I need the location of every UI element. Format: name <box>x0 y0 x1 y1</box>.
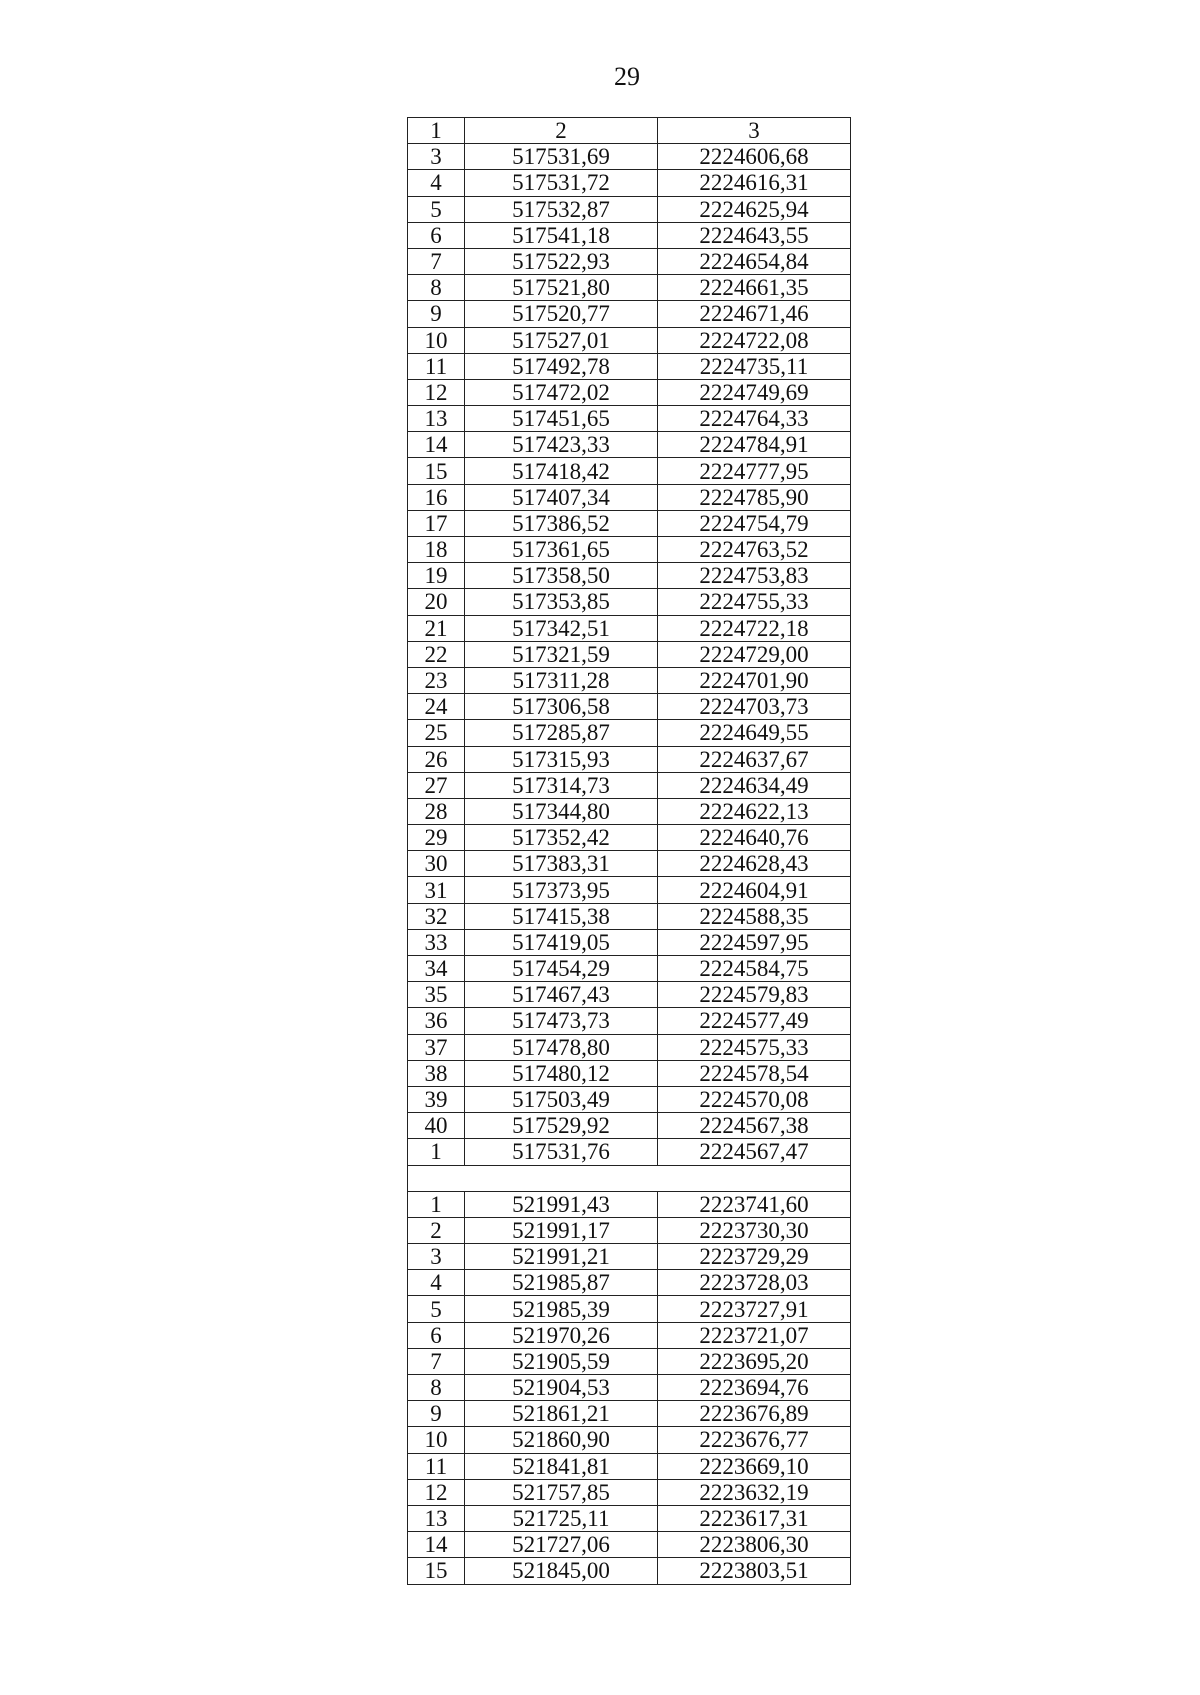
point-number-cell: 18 <box>408 537 465 563</box>
x-coordinate-cell: 517423,33 <box>465 432 658 458</box>
point-number-cell: 30 <box>408 851 465 877</box>
x-coordinate-cell: 517306,58 <box>465 694 658 720</box>
x-coordinate-cell: 521725,11 <box>465 1505 658 1531</box>
table-row <box>408 144 851 170</box>
coordinates-table-body <box>408 118 851 1585</box>
table-row <box>408 1479 851 1505</box>
x-coordinate-cell: 517451,65 <box>465 406 658 432</box>
table-row <box>408 327 851 353</box>
x-coordinate-cell: 521861,21 <box>465 1401 658 1427</box>
y-coordinate-cell: 2223729,29 <box>658 1244 851 1270</box>
header-cell-point-number: 1 <box>408 118 465 144</box>
y-coordinate-cell: 2224616,31 <box>658 170 851 196</box>
x-coordinate-cell: 517478,80 <box>465 1034 658 1060</box>
table-row <box>408 825 851 851</box>
x-coordinate-cell: 517531,72 <box>465 170 658 196</box>
y-coordinate-cell: 2223728,03 <box>658 1270 851 1296</box>
y-coordinate-cell: 2224622,13 <box>658 798 851 824</box>
x-coordinate-cell: 517358,50 <box>465 563 658 589</box>
table-row <box>408 1191 851 1217</box>
page-number: 29 <box>614 62 640 91</box>
y-coordinate-cell: 2224729,00 <box>658 641 851 667</box>
y-coordinate-cell: 2223632,19 <box>658 1479 851 1505</box>
point-number-cell: 27 <box>408 772 465 798</box>
x-coordinate-cell: 517383,31 <box>465 851 658 877</box>
y-coordinate-cell: 2224701,90 <box>658 667 851 693</box>
table-row <box>408 1296 851 1322</box>
x-coordinate-cell: 517529,92 <box>465 1113 658 1139</box>
point-number-cell: 15 <box>408 1558 465 1584</box>
y-coordinate-cell: 2224567,47 <box>658 1139 851 1165</box>
x-coordinate-cell: 521841,81 <box>465 1453 658 1479</box>
y-coordinate-cell: 2224671,46 <box>658 301 851 327</box>
x-coordinate-cell: 517473,73 <box>465 1008 658 1034</box>
table-row <box>408 1427 851 1453</box>
y-coordinate-cell: 2224661,35 <box>658 275 851 301</box>
y-coordinate-cell: 2224570,08 <box>658 1086 851 1112</box>
point-number-cell: 34 <box>408 956 465 982</box>
y-coordinate-cell: 2224625,94 <box>658 196 851 222</box>
y-coordinate-cell: 2224588,35 <box>658 903 851 929</box>
table-row <box>408 798 851 824</box>
y-coordinate-cell: 2223730,30 <box>658 1217 851 1243</box>
point-number-cell: 16 <box>408 484 465 510</box>
section-separator-cell <box>408 1165 851 1191</box>
y-coordinate-cell: 2224753,83 <box>658 563 851 589</box>
table-row <box>408 1008 851 1034</box>
x-coordinate-cell: 521985,39 <box>465 1296 658 1322</box>
y-coordinate-cell: 2224722,08 <box>658 327 851 353</box>
point-number-cell: 39 <box>408 1086 465 1112</box>
table-row <box>408 432 851 458</box>
y-coordinate-cell: 2224575,33 <box>658 1034 851 1060</box>
point-number-cell: 15 <box>408 458 465 484</box>
y-coordinate-cell: 2223695,20 <box>658 1348 851 1374</box>
header-cell-y: 3 <box>658 118 851 144</box>
table-row <box>408 353 851 379</box>
point-number-cell: 14 <box>408 1532 465 1558</box>
x-coordinate-cell: 517321,59 <box>465 641 658 667</box>
point-number-cell: 38 <box>408 1060 465 1086</box>
table-row <box>408 1270 851 1296</box>
table-row <box>408 772 851 798</box>
y-coordinate-cell: 2224654,84 <box>658 248 851 274</box>
y-coordinate-cell: 2224628,43 <box>658 851 851 877</box>
y-coordinate-cell: 2223694,76 <box>658 1375 851 1401</box>
table-row <box>408 746 851 772</box>
x-coordinate-cell: 517532,87 <box>465 196 658 222</box>
y-coordinate-cell: 2224578,54 <box>658 1060 851 1086</box>
point-number-cell: 4 <box>408 170 465 196</box>
x-coordinate-cell: 517342,51 <box>465 615 658 641</box>
table-row <box>408 1532 851 1558</box>
table-row <box>408 196 851 222</box>
point-number-cell: 3 <box>408 144 465 170</box>
x-coordinate-cell: 517419,05 <box>465 929 658 955</box>
y-coordinate-cell: 2224754,79 <box>658 510 851 536</box>
table-row <box>408 720 851 746</box>
y-coordinate-cell: 2224785,90 <box>658 484 851 510</box>
table-header-row <box>408 118 851 144</box>
y-coordinate-cell: 2224777,95 <box>658 458 851 484</box>
x-coordinate-cell: 517541,18 <box>465 222 658 248</box>
x-coordinate-cell: 517311,28 <box>465 667 658 693</box>
x-coordinate-cell: 517415,38 <box>465 903 658 929</box>
point-number-cell: 6 <box>408 222 465 248</box>
table-row <box>408 406 851 432</box>
point-number-cell: 28 <box>408 798 465 824</box>
x-coordinate-cell: 517454,29 <box>465 956 658 982</box>
table-row <box>408 1348 851 1374</box>
y-coordinate-cell: 2224722,18 <box>658 615 851 641</box>
y-coordinate-cell: 2224784,91 <box>658 432 851 458</box>
point-number-cell: 37 <box>408 1034 465 1060</box>
y-coordinate-cell: 2223803,51 <box>658 1558 851 1584</box>
x-coordinate-cell: 517522,93 <box>465 248 658 274</box>
point-number-cell: 6 <box>408 1322 465 1348</box>
y-coordinate-cell: 2224579,83 <box>658 982 851 1008</box>
point-number-cell: 23 <box>408 667 465 693</box>
x-coordinate-cell: 517521,80 <box>465 275 658 301</box>
table-row <box>408 275 851 301</box>
point-number-cell: 17 <box>408 510 465 536</box>
y-coordinate-cell: 2224640,76 <box>658 825 851 851</box>
x-coordinate-cell: 521970,26 <box>465 1322 658 1348</box>
x-coordinate-cell: 521860,90 <box>465 1427 658 1453</box>
y-coordinate-cell: 2224755,33 <box>658 589 851 615</box>
x-coordinate-cell: 521904,53 <box>465 1375 658 1401</box>
point-number-cell: 36 <box>408 1008 465 1034</box>
x-coordinate-cell: 517531,76 <box>465 1139 658 1165</box>
y-coordinate-cell: 2223806,30 <box>658 1532 851 1558</box>
point-number-cell: 11 <box>408 1453 465 1479</box>
x-coordinate-cell: 517386,52 <box>465 510 658 536</box>
y-coordinate-cell: 2224606,68 <box>658 144 851 170</box>
x-coordinate-cell: 517373,95 <box>465 877 658 903</box>
point-number-cell: 25 <box>408 720 465 746</box>
point-number-cell: 5 <box>408 1296 465 1322</box>
y-coordinate-cell: 2224763,52 <box>658 537 851 563</box>
x-coordinate-cell: 517344,80 <box>465 798 658 824</box>
table-row <box>408 484 851 510</box>
point-number-cell: 31 <box>408 877 465 903</box>
point-number-cell: 14 <box>408 432 465 458</box>
table-row <box>408 1034 851 1060</box>
x-coordinate-cell: 521727,06 <box>465 1532 658 1558</box>
y-coordinate-cell: 2224735,11 <box>658 353 851 379</box>
point-number-cell: 19 <box>408 563 465 589</box>
point-number-cell: 13 <box>408 1505 465 1531</box>
table-row <box>408 903 851 929</box>
point-number-cell: 33 <box>408 929 465 955</box>
point-number-cell: 7 <box>408 248 465 274</box>
point-number-cell: 10 <box>408 1427 465 1453</box>
table-row <box>408 615 851 641</box>
point-number-cell: 12 <box>408 379 465 405</box>
table-row <box>408 641 851 667</box>
point-number-cell: 40 <box>408 1113 465 1139</box>
y-coordinate-cell: 2224649,55 <box>658 720 851 746</box>
point-number-cell: 13 <box>408 406 465 432</box>
x-coordinate-cell: 517492,78 <box>465 353 658 379</box>
point-number-cell: 5 <box>408 196 465 222</box>
x-coordinate-cell: 521991,21 <box>465 1244 658 1270</box>
table-row <box>408 589 851 615</box>
table-row <box>408 1401 851 1427</box>
y-coordinate-cell: 2224764,33 <box>658 406 851 432</box>
point-number-cell: 9 <box>408 1401 465 1427</box>
x-coordinate-cell: 521845,00 <box>465 1558 658 1584</box>
y-coordinate-cell: 2224584,75 <box>658 956 851 982</box>
table-row <box>408 170 851 196</box>
y-coordinate-cell: 2224703,73 <box>658 694 851 720</box>
point-number-cell: 4 <box>408 1270 465 1296</box>
point-number-cell: 9 <box>408 301 465 327</box>
x-coordinate-cell: 517352,42 <box>465 825 658 851</box>
x-coordinate-cell: 517520,77 <box>465 301 658 327</box>
table-row <box>408 458 851 484</box>
point-number-cell: 12 <box>408 1479 465 1505</box>
table-row <box>408 1060 851 1086</box>
y-coordinate-cell: 2223676,77 <box>658 1427 851 1453</box>
table-row <box>408 877 851 903</box>
y-coordinate-cell: 2224604,91 <box>658 877 851 903</box>
table-row <box>408 851 851 877</box>
y-coordinate-cell: 2223741,60 <box>658 1191 851 1217</box>
y-coordinate-cell: 2223669,10 <box>658 1453 851 1479</box>
table-row <box>408 1375 851 1401</box>
y-coordinate-cell: 2224597,95 <box>658 929 851 955</box>
table-row <box>408 1244 851 1270</box>
x-coordinate-cell: 521757,85 <box>465 1479 658 1505</box>
point-number-cell: 11 <box>408 353 465 379</box>
point-number-cell: 20 <box>408 589 465 615</box>
table-row <box>408 301 851 327</box>
point-number-cell: 29 <box>408 825 465 851</box>
table-row <box>408 1086 851 1112</box>
table-row <box>408 694 851 720</box>
x-coordinate-cell: 517353,85 <box>465 589 658 615</box>
y-coordinate-cell: 2224643,55 <box>658 222 851 248</box>
y-coordinate-cell: 2224577,49 <box>658 1008 851 1034</box>
point-number-cell: 24 <box>408 694 465 720</box>
table-row <box>408 248 851 274</box>
x-coordinate-cell: 517503,49 <box>465 1086 658 1112</box>
point-number-cell: 32 <box>408 903 465 929</box>
table-row <box>408 982 851 1008</box>
table-row <box>408 222 851 248</box>
y-coordinate-cell: 2224637,67 <box>658 746 851 772</box>
point-number-cell: 3 <box>408 1244 465 1270</box>
table-row <box>408 667 851 693</box>
table-row <box>408 1217 851 1243</box>
y-coordinate-cell: 2224749,69 <box>658 379 851 405</box>
point-number-cell: 1 <box>408 1139 465 1165</box>
point-number-cell: 35 <box>408 982 465 1008</box>
x-coordinate-cell: 521991,17 <box>465 1217 658 1243</box>
y-coordinate-cell: 2224567,38 <box>658 1113 851 1139</box>
table-row <box>408 510 851 536</box>
point-number-cell: 1 <box>408 1191 465 1217</box>
point-number-cell: 10 <box>408 327 465 353</box>
table-row <box>408 956 851 982</box>
x-coordinate-cell: 517467,43 <box>465 982 658 1008</box>
point-number-cell: 2 <box>408 1217 465 1243</box>
table-row <box>408 1558 851 1584</box>
x-coordinate-cell: 517361,65 <box>465 537 658 563</box>
header-cell-x: 2 <box>465 118 658 144</box>
x-coordinate-cell: 517285,87 <box>465 720 658 746</box>
section-separator-row <box>408 1165 851 1191</box>
y-coordinate-cell: 2223721,07 <box>658 1322 851 1348</box>
x-coordinate-cell: 517314,73 <box>465 772 658 798</box>
table-row <box>408 563 851 589</box>
x-coordinate-cell: 521905,59 <box>465 1348 658 1374</box>
x-coordinate-cell: 517527,01 <box>465 327 658 353</box>
point-number-cell: 8 <box>408 275 465 301</box>
coordinates-table <box>407 117 851 1585</box>
point-number-cell: 21 <box>408 615 465 641</box>
x-coordinate-cell: 517407,34 <box>465 484 658 510</box>
table-row <box>408 1505 851 1531</box>
x-coordinate-cell: 517315,93 <box>465 746 658 772</box>
x-coordinate-cell: 517472,02 <box>465 379 658 405</box>
x-coordinate-cell: 517418,42 <box>465 458 658 484</box>
table-row <box>408 379 851 405</box>
table-row <box>408 1322 851 1348</box>
table-row <box>408 1113 851 1139</box>
y-coordinate-cell: 2223676,89 <box>658 1401 851 1427</box>
y-coordinate-cell: 2223727,91 <box>658 1296 851 1322</box>
point-number-cell: 7 <box>408 1348 465 1374</box>
table-row <box>408 1139 851 1165</box>
y-coordinate-cell: 2223617,31 <box>658 1505 851 1531</box>
x-coordinate-cell: 517480,12 <box>465 1060 658 1086</box>
x-coordinate-cell: 517531,69 <box>465 144 658 170</box>
table-row <box>408 537 851 563</box>
table-row <box>408 1453 851 1479</box>
x-coordinate-cell: 521991,43 <box>465 1191 658 1217</box>
point-number-cell: 8 <box>408 1375 465 1401</box>
point-number-cell: 22 <box>408 641 465 667</box>
x-coordinate-cell: 521985,87 <box>465 1270 658 1296</box>
point-number-cell: 26 <box>408 746 465 772</box>
table-row <box>408 929 851 955</box>
y-coordinate-cell: 2224634,49 <box>658 772 851 798</box>
